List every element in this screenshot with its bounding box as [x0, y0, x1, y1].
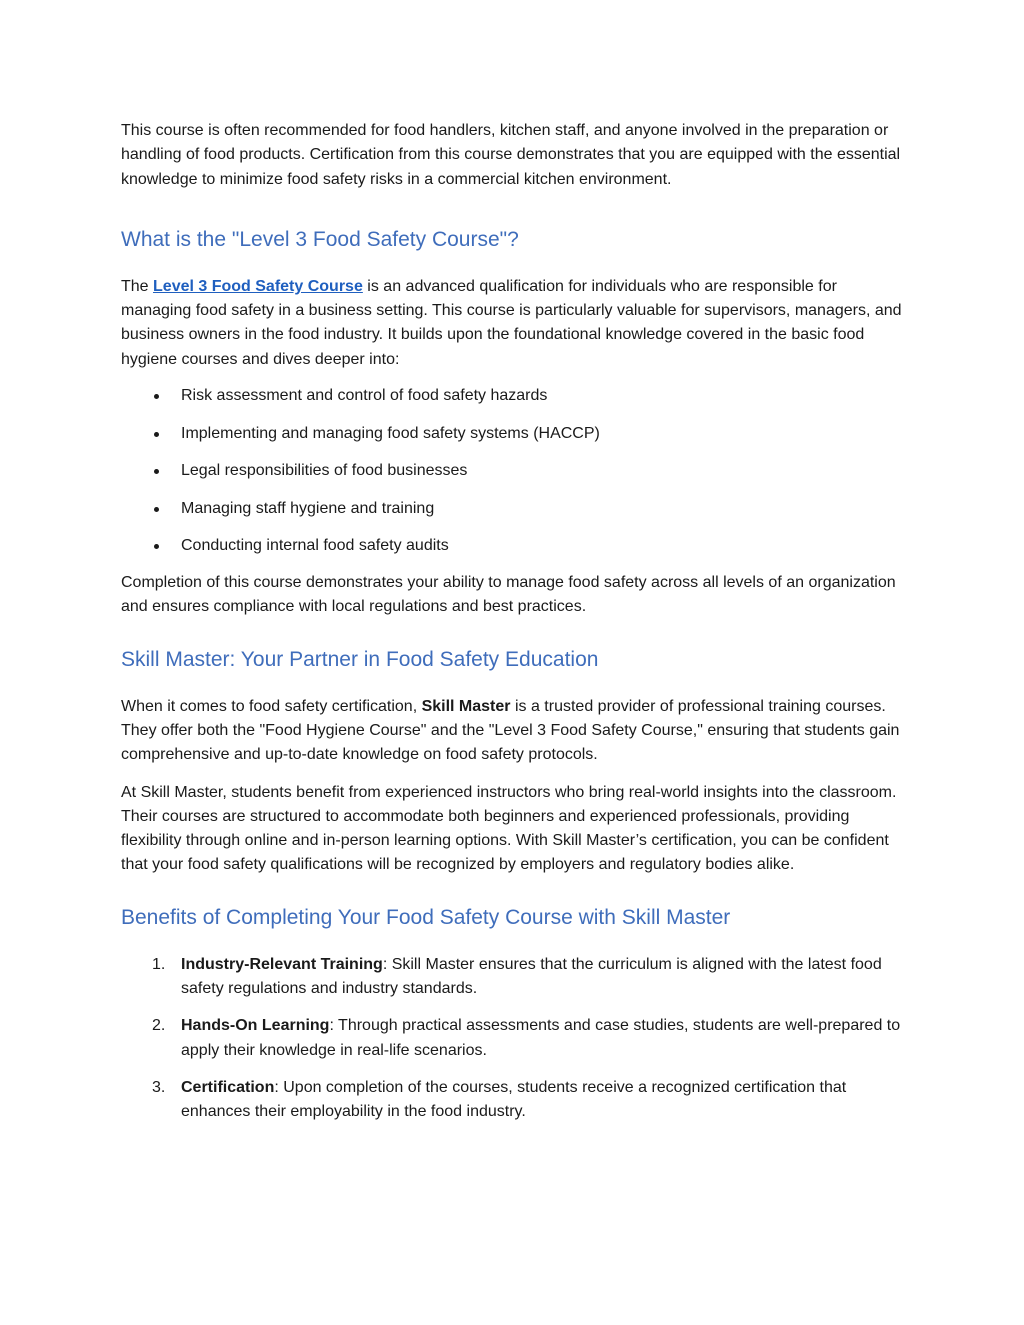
benefit-text: : Skill Master ensures that the curriculum is aligned with the latest food safety regulations and industry standards. — [181, 955, 882, 998]
bullet-icon — [154, 394, 159, 399]
level3-suffix: is an advanced qualification for individuals who are responsible for managing food safety in a business setting. This course is particularly valuable for supervisors, managers, and business owners in the food industry. It builds upon the foundational knowledge covered in the basic food hygiene courses and dives deeper into: — [121, 277, 902, 368]
list-item — [121, 459, 911, 497]
intro-paragraph: This course is often recommended for food handlers, kitchen staff, and anyone involved in the preparation or handling of food products. Certification from this course demonstrates that you are equipped with the essential knowledge to minimize food safety risks in a commercial kitchen environment. — [121, 122, 901, 188]
list-number: 2. — [152, 1017, 166, 1035]
bullet-icon — [154, 469, 159, 474]
list-item — [121, 534, 911, 572]
level3-prefix: The — [121, 277, 154, 295]
skill-master-intro — [121, 695, 911, 768]
list-item-text: Managing staff hygiene and training — [181, 499, 435, 517]
list-number: 3. — [152, 1078, 166, 1096]
list-item-text: Legal responsibilities of food businesses — [181, 462, 468, 480]
skill-master-suffix: is a trusted provider of professional training courses. They offer both the "Food Hygiene Course" and the "Level 3 Food Safety Course," ensuring that students gain comprehensive and up-to-date knowledge on food safety protocols. — [121, 697, 900, 764]
list-item — [121, 1014, 911, 1063]
section-heading-skill-master: Skill Master: Your Partner in Food Safety Education — [121, 647, 599, 671]
list-item — [121, 497, 911, 535]
skill-master-bold: Skill Master — [421, 697, 511, 715]
topics-list — [121, 384, 911, 572]
list-item — [121, 384, 911, 422]
level3-description — [121, 275, 911, 372]
benefit-text: : Upon completion of the courses, students receive a recognized certification that enhances their employability in the food industry. — [181, 1078, 847, 1121]
document-page — [121, 119, 911, 1125]
skill-master-prefix: When it comes to food safety certification, — [121, 697, 422, 715]
benefit-title: Hands-On Learning — [181, 1017, 330, 1035]
list-item-text: Implementing and managing food safety systems (HACCP) — [181, 424, 600, 442]
benefit-title: Certification — [181, 1078, 275, 1096]
list-item-text: Risk assessment and control of food safety hazards — [181, 387, 548, 405]
list-item — [121, 422, 911, 460]
list-item-text: Conducting internal food safety audits — [181, 537, 449, 555]
level3-course-link[interactable]: Level 3 Food Safety Course — [153, 277, 363, 295]
section-heading-benefits: Benefits of Completing Your Food Safety Course with Skill Master — [121, 905, 731, 929]
bullet-icon — [154, 432, 159, 437]
benefits-list — [121, 953, 911, 1125]
section-heading-level3: What is the "Level 3 Food Safety Course"? — [121, 227, 519, 251]
list-item — [121, 1076, 911, 1125]
list-item — [121, 953, 911, 1002]
benefit-text: : Through practical assessments and case studies, students are well-prepared to apply their knowledge in real-life scenarios. — [181, 1017, 901, 1059]
bullet-icon — [154, 507, 159, 512]
benefit-title: Industry-Relevant Training — [181, 955, 383, 973]
completion-paragraph: Completion of this course demonstrates your ability to manage food safety across all levels of an organization and ensures compliance with local regulations and best practices. — [121, 574, 896, 616]
list-number: 1. — [152, 955, 166, 973]
bullet-icon — [154, 544, 159, 549]
skill-master-benefits-paragraph: At Skill Master, students benefit from experienced instructors who bring real-world insights into the classroom. Their courses are structured to accommodate both beginners and experienced professionals, providing flexibility through online and in-person learning options. With Skill Master’s certification, you can be confident that your food safety qualifications will be recognized by employers and regulatory bodies alike. — [121, 783, 897, 874]
